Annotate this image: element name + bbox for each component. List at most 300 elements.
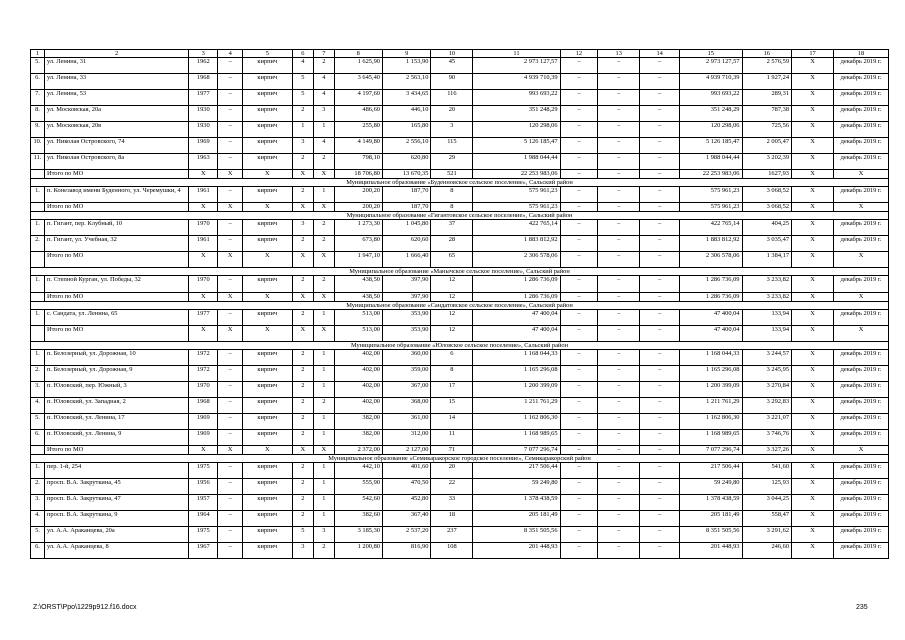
table-cell: Х — [243, 170, 293, 179]
table-cell: кирпич — [243, 511, 293, 527]
table-cell: пер. 1-й, 254 — [44, 463, 188, 479]
table-cell: 2 — [292, 382, 314, 398]
table-cell: Х — [189, 170, 218, 179]
table-cell: 2 — [292, 430, 314, 446]
table-cell: Х — [792, 187, 834, 203]
table-cell: 3 — [314, 527, 334, 543]
table-cell: кирпич — [243, 154, 293, 170]
table-cell: Х — [218, 326, 243, 342]
table-cell: – — [598, 220, 640, 236]
table-cell: 2 — [314, 58, 334, 74]
table-cell: Итого по МО — [44, 293, 188, 302]
table-cell: 3 291,62 — [742, 527, 792, 543]
table-cell: декабрь 2019 г. — [834, 398, 889, 414]
table-cell: 1 045,80 — [382, 220, 430, 236]
table-cell: декабрь 2019 г. — [834, 276, 889, 293]
table-cell: – — [640, 138, 680, 154]
table-cell: 816,90 — [382, 543, 430, 559]
table-cell: – — [560, 350, 598, 366]
table-cell: 1962 — [189, 58, 218, 74]
section-header-row — [31, 179, 889, 187]
table-cell: Итого по МО — [44, 170, 188, 179]
table-cell: 1 286 736,09 — [680, 276, 742, 293]
table-cell: – — [560, 414, 598, 430]
table-cell: Х — [792, 170, 834, 179]
table-cell: – — [598, 382, 640, 398]
table-cell: – — [598, 446, 640, 455]
table-cell: 402,00 — [334, 382, 382, 398]
table-cell: – — [218, 463, 243, 479]
table-row — [31, 154, 889, 170]
table-cell: 1 200 399,09 — [680, 382, 742, 398]
table-cell: 3 — [292, 543, 314, 559]
table-cell: декабрь 2019 г. — [834, 138, 889, 154]
table-cell: – — [218, 138, 243, 154]
table-cell: – — [218, 310, 243, 326]
column-number: 16 — [742, 50, 792, 58]
table-cell: 422 765,14 — [680, 220, 742, 236]
table-cell: – — [640, 463, 680, 479]
table-cell: Х — [243, 446, 293, 455]
table-row — [31, 236, 889, 252]
table-cell: 3 185,30 — [334, 527, 382, 543]
table-cell: п. Белозерный, ул. Дорожная, 10 — [44, 350, 188, 366]
table-cell: 4 — [314, 90, 334, 106]
table-cell: 201 448,93 — [473, 543, 560, 559]
table-cell: 1 165 296,08 — [680, 366, 742, 382]
page-number: 235 — [856, 604, 868, 611]
table-cell: 65 — [431, 252, 473, 268]
table-cell: 246,60 — [742, 543, 792, 559]
column-number: 2 — [44, 50, 188, 58]
table-cell: Х — [792, 495, 834, 511]
table-cell: 2 — [292, 463, 314, 479]
table-cell: 3 — [292, 138, 314, 154]
table-cell: – — [598, 430, 640, 446]
table-cell: – — [218, 366, 243, 382]
table-cell: – — [598, 90, 640, 106]
table-cell: 2 — [292, 414, 314, 430]
table-cell: 382,60 — [334, 511, 382, 527]
table-cell: 1 — [314, 511, 334, 527]
section-header-row — [31, 455, 889, 463]
table-cell: Х — [834, 293, 889, 302]
table-cell: – — [560, 366, 598, 382]
table-cell: ул. Николая Островского, 74 — [44, 138, 188, 154]
table-row — [31, 366, 889, 382]
table-cell: Х — [792, 154, 834, 170]
table-cell: 470,50 — [382, 479, 430, 495]
table-cell: 1 — [292, 122, 314, 138]
table-cell: – — [640, 430, 680, 446]
table-cell: Х — [792, 414, 834, 430]
table-cell: декабрь 2019 г. — [834, 154, 889, 170]
table-cell: – — [560, 236, 598, 252]
table-cell: 1 200 399,09 — [473, 382, 560, 398]
table-cell: 353,90 — [382, 310, 430, 326]
table-cell: – — [640, 187, 680, 203]
table-cell: Х — [792, 122, 834, 138]
table-cell: Х — [189, 252, 218, 268]
table-cell: – — [598, 543, 640, 559]
table-cell: ул. А.А. Араканцева, 8 — [44, 543, 188, 559]
table-cell: Х — [292, 293, 314, 302]
table-cell: – — [560, 154, 598, 170]
table-cell: кирпич — [243, 236, 293, 252]
table-cell: 486,60 — [334, 106, 382, 122]
column-number: 8 — [334, 50, 382, 58]
table-cell: 17 — [431, 382, 473, 398]
table-cell: 351 248,29 — [473, 106, 560, 122]
table-cell: 2 576,59 — [742, 58, 792, 74]
table-cell: п. Белозерный, ул. Дорожная, 9 — [44, 366, 188, 382]
table-cell: – — [640, 326, 680, 342]
table-cell: 4 — [314, 138, 334, 154]
table-cell: – — [560, 398, 598, 414]
table-cell: 1972 — [189, 350, 218, 366]
table-cell: – — [218, 543, 243, 559]
column-number: 7 — [314, 50, 334, 58]
table-cell: Х — [218, 170, 243, 179]
table-cell: 22 253 983,06 — [680, 170, 742, 179]
table-cell: 3 434,65 — [382, 90, 430, 106]
table-cell: 8 351 505,56 — [680, 527, 742, 543]
table-cell: Х — [834, 170, 889, 179]
table-cell: 90 — [431, 74, 473, 90]
table-cell: – — [640, 446, 680, 455]
table-cell: 115 — [431, 138, 473, 154]
table-cell: кирпич — [243, 220, 293, 236]
table-cell: 1 — [314, 382, 334, 398]
table-cell: Х — [792, 106, 834, 122]
table-cell: 1969 — [189, 138, 218, 154]
table-cell: 5 — [292, 90, 314, 106]
table-cell: 12 — [431, 276, 473, 293]
table-cell: просп. В.А. Закруткина, 45 — [44, 479, 188, 495]
table-cell: 2 — [292, 310, 314, 326]
table-row — [31, 463, 889, 479]
table-cell: декабрь 2019 г. — [834, 106, 889, 122]
table-cell: 1970 — [189, 220, 218, 236]
table-cell: 513,00 — [334, 326, 382, 342]
column-number: 17 — [792, 50, 834, 58]
table-cell: 1 — [314, 366, 334, 382]
table-cell: ул. Ленина, 53 — [44, 90, 188, 106]
table-cell: просп. В.А. Закруткина, 9 — [44, 511, 188, 527]
table-cell: – — [560, 138, 598, 154]
table-cell: 1964 — [189, 511, 218, 527]
table-cell: 422 765,14 — [473, 220, 560, 236]
document-path: Z:\ORST\Ppo\1229p912.f16.docx — [33, 604, 137, 611]
municipality-title: Муниципальное образование «Манычское сельское поселение», Сальский район — [31, 268, 889, 276]
table-cell: 1 — [314, 187, 334, 203]
table-cell: – — [598, 350, 640, 366]
table-cell: – — [218, 220, 243, 236]
table-cell: 1 — [314, 414, 334, 430]
table-cell: Х — [834, 252, 889, 268]
table-cell: кирпич — [243, 398, 293, 414]
table-cell: 1 — [314, 430, 334, 446]
table-cell: – — [218, 495, 243, 511]
table-cell: 1 168 989,65 — [473, 430, 560, 446]
table-cell: Х — [314, 252, 334, 268]
table-cell: 1 883 812,92 — [680, 236, 742, 252]
table-cell: 8 — [431, 366, 473, 382]
table-cell: 59 249,80 — [680, 479, 742, 495]
table-cell: 1. — [31, 350, 45, 366]
table-cell: 5. — [31, 58, 45, 74]
table-cell: – — [640, 350, 680, 366]
table-row — [31, 90, 889, 106]
table-cell: – — [598, 276, 640, 293]
table-cell: 1 883 812,92 — [473, 236, 560, 252]
table-cell: 1972 — [189, 366, 218, 382]
table-cell: 1967 — [189, 543, 218, 559]
table-cell: – — [640, 74, 680, 90]
table-cell: 4. — [31, 398, 45, 414]
table-cell: – — [560, 74, 598, 90]
table-cell: 47 400,04 — [473, 326, 560, 342]
table-cell: 1968 — [189, 74, 218, 90]
table-cell: – — [640, 527, 680, 543]
table-cell: 1 162 806,30 — [473, 414, 560, 430]
table-cell: кирпич — [243, 414, 293, 430]
table-cell: 2 556,10 — [382, 138, 430, 154]
table-cell: Итого по МО — [44, 203, 188, 212]
table-row — [31, 106, 889, 122]
table-cell: Х — [189, 446, 218, 455]
table-cell: – — [218, 511, 243, 527]
table-cell: – — [560, 382, 598, 398]
table-cell: 2 — [314, 543, 334, 559]
table-cell: – — [598, 310, 640, 326]
table-cell: 2 — [314, 154, 334, 170]
table-cell: – — [218, 58, 243, 74]
table-cell: 5. — [31, 414, 45, 430]
table-cell: 2. — [31, 236, 45, 252]
column-number: 3 — [189, 50, 218, 58]
table-cell: 993 693,22 — [680, 90, 742, 106]
table-cell: 120 298,06 — [473, 122, 560, 138]
table-cell: – — [560, 463, 598, 479]
table-cell: 1975 — [189, 527, 218, 543]
table-cell: 1977 — [189, 90, 218, 106]
table-cell: 6. — [31, 74, 45, 90]
table-cell: Итого по МО — [44, 446, 188, 455]
table-cell: – — [640, 398, 680, 414]
table-cell: 5 126 185,47 — [680, 138, 742, 154]
table-cell: 200,20 — [334, 187, 382, 203]
column-number: 5 — [243, 50, 293, 58]
column-number: 18 — [834, 50, 889, 58]
table-row — [31, 527, 889, 543]
table-cell: 3 645,40 — [334, 74, 382, 90]
table-cell: 1. — [31, 310, 45, 326]
table-cell: 1 286 736,09 — [680, 293, 742, 302]
municipality-title: Муниципальное образование «Буденновское сельское поселение», Сальский район — [31, 179, 889, 187]
table-cell: 33 — [431, 495, 473, 511]
table-cell: кирпич — [243, 350, 293, 366]
table-cell: – — [598, 463, 640, 479]
total-row — [31, 252, 889, 268]
table-cell: 673,80 — [334, 236, 382, 252]
table-cell: – — [560, 252, 598, 268]
table-cell: 4. — [31, 511, 45, 527]
table-cell: п. Конезавод имени Буденного, ул. Черемушки, 4 — [44, 187, 188, 203]
table-cell: 22 — [431, 479, 473, 495]
table-row — [31, 511, 889, 527]
column-number: 9 — [382, 50, 430, 58]
table-cell: 2 — [292, 479, 314, 495]
table-cell: 2 — [292, 495, 314, 511]
table-cell: Х — [314, 446, 334, 455]
table-cell: 542,60 — [334, 495, 382, 511]
table-cell: 3 044,25 — [742, 495, 792, 511]
table-cell: 1961 — [189, 187, 218, 203]
table-cell: декабрь 2019 г. — [834, 527, 889, 543]
table-cell: – — [218, 350, 243, 366]
table-row — [31, 495, 889, 511]
table-cell: 1 — [314, 479, 334, 495]
table-cell: п. Юловский, пер. Южный, 3 — [44, 382, 188, 398]
table-cell: 1. — [31, 463, 45, 479]
table-cell: – — [560, 276, 598, 293]
table-row — [31, 122, 889, 138]
table-cell: 8 — [431, 187, 473, 203]
table-cell: 2 — [314, 398, 334, 414]
table-cell: 1930 — [189, 106, 218, 122]
table-cell: 404,25 — [742, 220, 792, 236]
table-cell: декабрь 2019 г. — [834, 74, 889, 90]
table-cell: Х — [792, 138, 834, 154]
table-cell: – — [218, 527, 243, 543]
table-cell — [31, 252, 45, 268]
table-cell: – — [640, 252, 680, 268]
table-cell: кирпич — [243, 495, 293, 511]
table-cell: – — [640, 414, 680, 430]
table-cell: – — [218, 430, 243, 446]
table-cell: 3 233,82 — [742, 276, 792, 293]
table-cell: Х — [292, 203, 314, 212]
table-cell: – — [640, 310, 680, 326]
table-cell: 1 168 989,65 — [680, 430, 742, 446]
table-cell: 3 221,07 — [742, 414, 792, 430]
table-cell: 3 233,82 — [742, 293, 792, 302]
table-cell: 5. — [31, 527, 45, 543]
table-cell: Х — [792, 511, 834, 527]
table-cell: декабрь 2019 г. — [834, 350, 889, 366]
table-cell — [31, 446, 45, 455]
table-cell: п. Юловский, ул. Западная, 2 — [44, 398, 188, 414]
table-cell: 1 988 044,44 — [680, 154, 742, 170]
table-cell: 513,00 — [334, 310, 382, 326]
section-header-row — [31, 268, 889, 276]
table-cell: – — [640, 276, 680, 293]
table-cell: 1 988 044,44 — [473, 154, 560, 170]
table-cell: – — [598, 154, 640, 170]
table-cell: ул. А.А. Араканцева, 20а — [44, 527, 188, 543]
table-cell: Х — [792, 58, 834, 74]
table-cell: 1 927,24 — [742, 74, 792, 90]
table-cell — [31, 203, 45, 212]
table-cell: 575 961,23 — [680, 203, 742, 212]
table-cell: 3 068,52 — [742, 203, 792, 212]
table-cell: Х — [243, 252, 293, 268]
table-cell: Х — [792, 310, 834, 326]
table-cell: декабрь 2019 г. — [834, 414, 889, 430]
table-cell: 1 211 761,29 — [473, 398, 560, 414]
table-cell: – — [560, 187, 598, 203]
table-cell: 3 035,47 — [742, 236, 792, 252]
table-cell: декабрь 2019 г. — [834, 187, 889, 203]
table-cell: 725,56 — [742, 122, 792, 138]
table-cell: 2 — [314, 220, 334, 236]
table-row — [31, 220, 889, 236]
table-cell: 2 — [292, 276, 314, 293]
table-cell: 1627,93 — [742, 170, 792, 179]
table-cell: кирпич — [243, 187, 293, 203]
table-cell: 1 666,40 — [382, 252, 430, 268]
table-cell: 1968 — [189, 398, 218, 414]
column-number: 12 — [560, 50, 598, 58]
table-cell: Х — [792, 366, 834, 382]
table-cell: 1969 — [189, 430, 218, 446]
table-cell: декабрь 2019 г. — [834, 366, 889, 382]
table-cell: 1. — [31, 220, 45, 236]
table-cell: 2 — [292, 511, 314, 527]
column-number: 1 — [31, 50, 45, 58]
table-cell: – — [560, 122, 598, 138]
table-cell: 620,80 — [382, 154, 430, 170]
table-cell: 3 — [314, 106, 334, 122]
table-cell: 1970 — [189, 382, 218, 398]
table-cell: 575 961,23 — [473, 203, 560, 212]
table-cell: 1 378 438,59 — [473, 495, 560, 511]
housing-table — [30, 49, 889, 559]
table-cell: 1 378 438,59 — [680, 495, 742, 511]
table-row — [31, 58, 889, 74]
table-cell: – — [598, 366, 640, 382]
table-cell: 1963 — [189, 154, 218, 170]
table-cell: – — [560, 203, 598, 212]
table-cell: – — [598, 398, 640, 414]
table-cell: Х — [792, 398, 834, 414]
table-cell: 382,00 — [334, 430, 382, 446]
table-cell: 1. — [31, 276, 45, 293]
table-cell: 2 — [292, 154, 314, 170]
table-cell: 438,50 — [334, 276, 382, 293]
table-cell: 1 162 806,30 — [680, 414, 742, 430]
table-cell: – — [598, 170, 640, 179]
table-cell: – — [560, 90, 598, 106]
table-cell: 3 245,95 — [742, 366, 792, 382]
table-cell: – — [218, 187, 243, 203]
table-cell: кирпич — [243, 382, 293, 398]
table-cell: – — [560, 220, 598, 236]
table-cell: 4 197,60 — [334, 90, 382, 106]
table-cell: Х — [792, 276, 834, 293]
table-cell: 1 286 736,09 — [473, 293, 560, 302]
table-cell: 2 973 127,57 — [680, 58, 742, 74]
table-cell: Х — [792, 74, 834, 90]
table-cell: 18 706,80 — [334, 170, 382, 179]
table-cell: 1 168 044,33 — [473, 350, 560, 366]
table-cell: – — [598, 326, 640, 342]
table-row — [31, 187, 889, 203]
table-cell: 2 — [314, 276, 334, 293]
table-cell — [31, 293, 45, 302]
table-cell: 558,47 — [742, 511, 792, 527]
